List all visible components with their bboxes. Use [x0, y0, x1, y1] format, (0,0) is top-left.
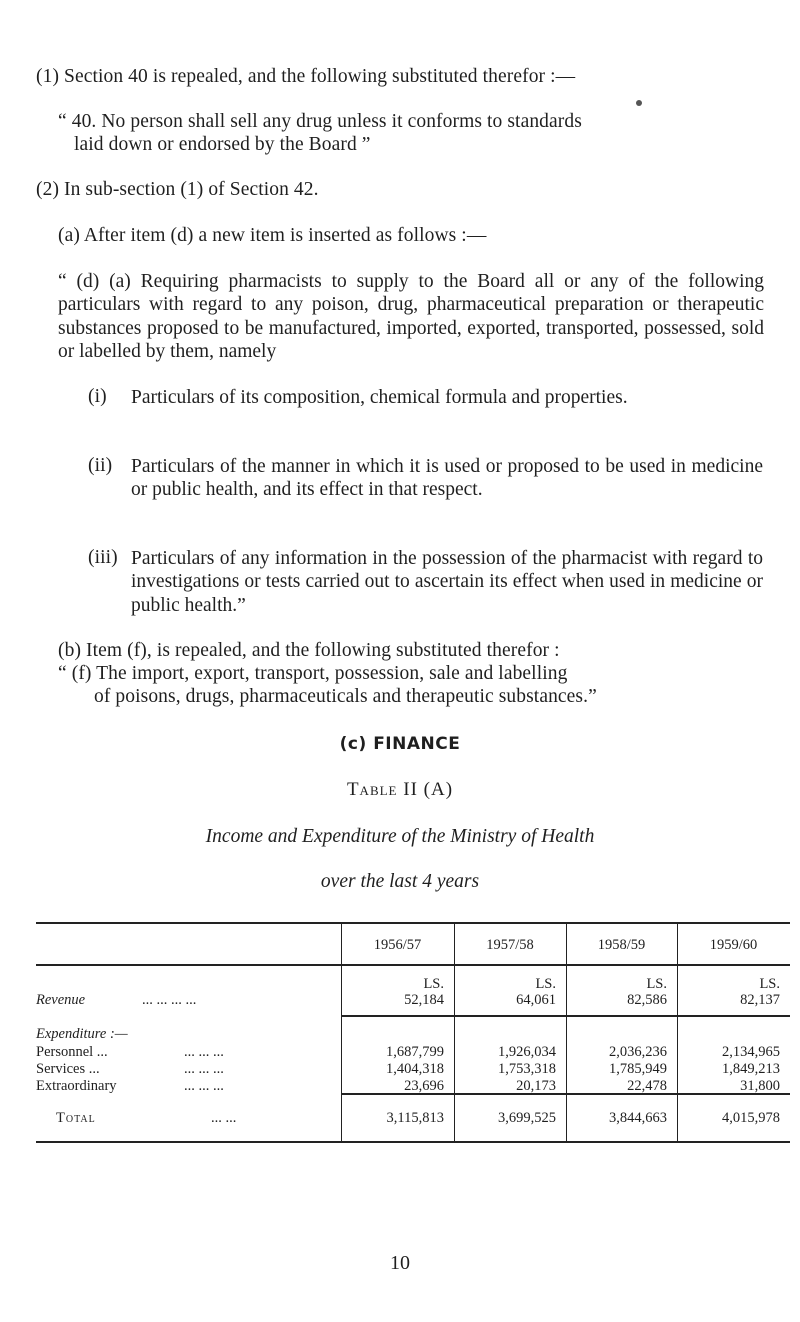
total-leader-dots: ... ...	[211, 1110, 237, 1126]
table-caption-line2: over the last 4 years	[320, 871, 480, 892]
table-title: Table II (A)	[346, 779, 454, 800]
item-iii-number: (iii)	[88, 547, 118, 568]
col-divider-4	[677, 922, 678, 1142]
services-1959: 1,849,213	[722, 1061, 780, 1077]
finance-table	[36, 922, 790, 1147]
item-a-line: (a) After item (d) a new item is inserted as follows :—	[58, 225, 487, 246]
currency-1957: LS.	[535, 976, 556, 992]
finance-heading: (c) FINANCE	[339, 734, 461, 754]
revenue-1957: 64,061	[516, 992, 556, 1008]
currency-1956: LS.	[423, 976, 444, 992]
row-extraordinary-label: Extraordinary	[36, 1078, 117, 1094]
extraordinary-1956: 23,696	[404, 1078, 444, 1094]
total-1958: 3,844,663	[609, 1110, 667, 1126]
revenue-label: Revenue	[36, 992, 86, 1008]
row-personnel-dots: ... ... ...	[184, 1044, 224, 1060]
currency-1959: LS.	[759, 976, 780, 992]
print-speck	[636, 100, 642, 106]
total-1956: 3,115,813	[386, 1110, 444, 1126]
item-b-line3: of poisons, drugs, pharmaceuticals and therapeutic substances.”	[94, 686, 597, 707]
services-1958: 1,785,949	[609, 1061, 667, 1077]
extraordinary-1958: 22,478	[627, 1078, 667, 1094]
col-divider-3	[566, 922, 567, 1142]
expenditure-label: Expenditure :—	[36, 1026, 128, 1042]
total-1957: 3,699,525	[498, 1110, 556, 1126]
item-i-number: (i)	[88, 386, 107, 407]
revenue-1956: 52,184	[404, 992, 444, 1008]
col-divider-1	[341, 922, 342, 1142]
row-personnel-label: Personnel ...	[36, 1044, 108, 1060]
personnel-1959: 2,134,965	[722, 1044, 780, 1060]
revenue-leader-dots: ... ... ... ...	[142, 992, 197, 1008]
col-header-1957: 1957/58	[486, 937, 534, 953]
extraordinary-1957: 20,173	[516, 1078, 556, 1094]
col-divider-2	[454, 922, 455, 1142]
item-b-line2: “ (f) The import, export, transport, possession, sale and labelling	[58, 663, 568, 684]
page-number: 10	[390, 1252, 410, 1274]
currency-1958: LS.	[646, 976, 667, 992]
col-header-1958: 1958/59	[597, 937, 646, 953]
row-extraordinary-dots: ... ... ...	[184, 1078, 224, 1094]
total-1959: 4,015,978	[722, 1110, 780, 1126]
section-40-line: (1) Section 40 is repealed, and the following substituted therefor :—	[36, 66, 576, 87]
revenue-1958: 82,586	[627, 992, 667, 1008]
quote-40-line1: “ 40. No person shall sell any drug unless it conforms to standards	[58, 111, 582, 132]
item-ii-text: Particulars of the manner in which it is used or proposed to be used in medicine or public health, and its effect in that respect.	[131, 456, 763, 501]
table-caption-line1: Income and Expenditure of the Ministry of Health	[205, 826, 595, 847]
item-i-text: Particulars of its composition, chemical formula and properties.	[131, 387, 628, 408]
item-ii-number: (ii)	[88, 455, 113, 476]
item-b-line1: (b) Item (f), is repealed, and the following substituted therefor :	[58, 640, 560, 661]
col-header-1956: 1956/57	[373, 937, 422, 953]
services-1956: 1,404,318	[386, 1061, 444, 1077]
item-iii-text: Particulars of any information in the possession of the pharmacist with regard to investigations or tests carried out to ascertain its effect when used in medicine or public health.”	[131, 548, 763, 616]
revenue-1959: 82,137	[740, 992, 780, 1008]
personnel-1957: 1,926,034	[498, 1044, 556, 1060]
row-services-label: Services ...	[36, 1061, 100, 1077]
item-d-text: “ (d) (a) Requiring pharmacists to supply to the Board all or any of the following particulars with regard to any poison, drug, pharmaceutical preparation or therapeutic substances proposed to be manufactured, imported, exported, transported, possessed, sold or labelled by them, namely	[58, 271, 764, 363]
subsection-42-line: (2) In sub-section (1) of Section 42.	[36, 179, 319, 200]
quote-40-line2: laid down or endorsed by the Board ”	[74, 134, 371, 155]
personnel-1956: 1,687,799	[386, 1044, 444, 1060]
personnel-1958: 2,036,236	[609, 1044, 667, 1060]
row-services-dots: ... ... ...	[184, 1061, 224, 1077]
item-d-paragraph	[58, 270, 764, 364]
total-label: Total	[56, 1110, 96, 1126]
services-1957: 1,753,318	[498, 1061, 556, 1077]
col-header-1959: 1959/60	[709, 937, 758, 953]
extraordinary-1959: 31,800	[740, 1078, 780, 1094]
